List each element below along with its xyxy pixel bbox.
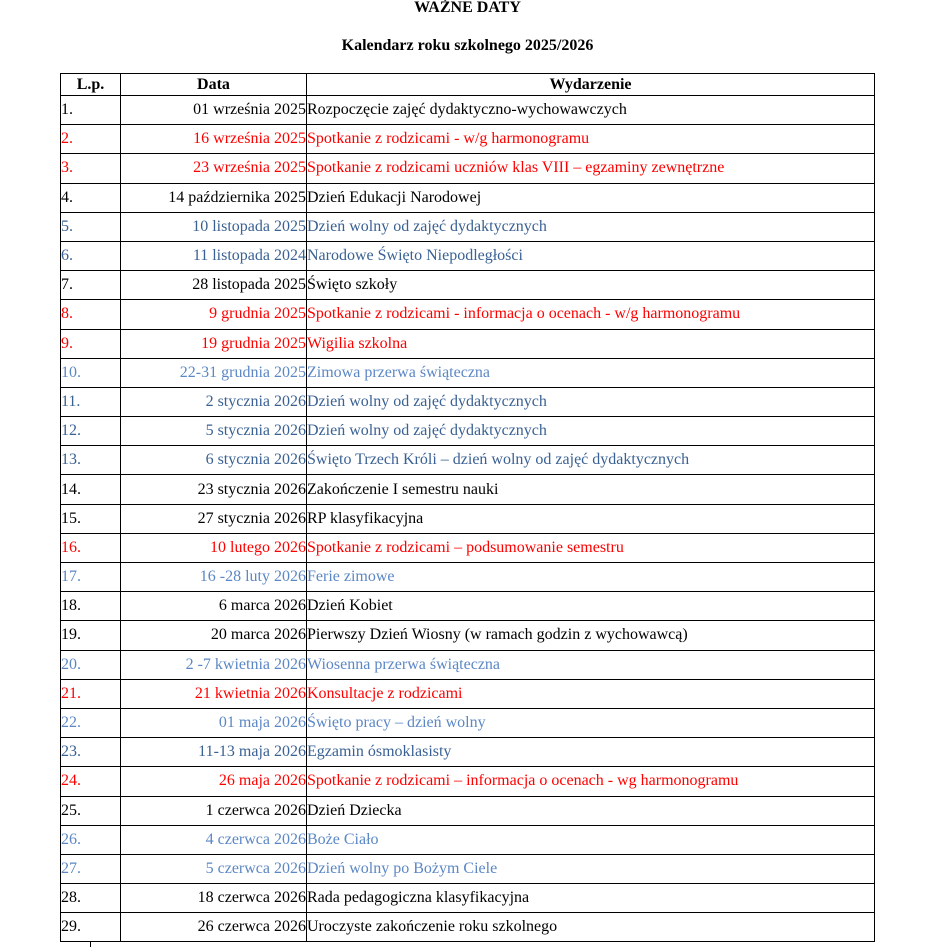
row-date: 22-31 grudnia 2025 [121,358,307,387]
row-number: 11. [61,387,121,416]
row-date: 01 września 2025 [121,96,307,125]
row-number: 20. [61,650,121,679]
row-number: 25. [61,796,121,825]
table-row [61,592,875,621]
table-row [61,329,875,358]
row-event: Dzień wolny od zajęć dydaktycznych [307,212,875,241]
row-event: Dzień Dziecka [307,796,875,825]
row-date: 16 -28 luty 2026 [121,563,307,592]
row-number: 5. [61,212,121,241]
table-row [61,417,875,446]
table-row [61,125,875,154]
table-row [61,183,875,212]
table-row [61,854,875,883]
row-number: 19. [61,621,121,650]
row-date: 14 października 2025 [121,183,307,212]
row-number: 17. [61,563,121,592]
table-row [61,650,875,679]
row-date: 19 grudnia 2025 [121,329,307,358]
row-event: Spotkanie z rodzicami – podsumowanie semestru [307,533,875,562]
row-date: 21 kwietnia 2026 [121,679,307,708]
row-event: Dzień Kobiet [307,592,875,621]
table-row [61,533,875,562]
row-event: Zimowa przerwa świąteczna [307,358,875,387]
row-event: Konsultacje z rodzicami [307,679,875,708]
table-row [61,154,875,183]
row-date: 20 marca 2026 [121,621,307,650]
row-number: 22. [61,708,121,737]
table-row [61,212,875,241]
row-number: 9. [61,329,121,358]
column-header-event: Wydarzenie [307,74,875,96]
row-date: 26 czerwca 2026 [121,913,307,942]
margin-mark [90,942,91,947]
row-event: Dzień wolny od zajęć dydaktycznych [307,387,875,416]
row-event: Rozpoczęcie zajęć dydaktyczno-wychowawczych [307,96,875,125]
table-row [61,796,875,825]
row-event: Boże Ciało [307,825,875,854]
row-date: 23 września 2025 [121,154,307,183]
row-event: Narodowe Święto Niepodległości [307,241,875,270]
table-row [61,271,875,300]
page-title: WAŻNE DATY [414,0,521,16]
row-event: Egzamin ósmoklasisty [307,738,875,767]
table-row [61,708,875,737]
row-event: Wigilia szkolna [307,329,875,358]
row-event: Spotkanie z rodzicami - informacja o ocenach - w/g harmonogramu [307,300,875,329]
row-event: Święto pracy – dzień wolny [307,708,875,737]
table-row [61,358,875,387]
table-row [61,387,875,416]
table-row [61,446,875,475]
row-number: 8. [61,300,121,329]
row-number: 3. [61,154,121,183]
row-date: 6 marca 2026 [121,592,307,621]
row-date: 23 stycznia 2026 [121,475,307,504]
row-event: Uroczyste zakończenie roku szkolnego [307,913,875,942]
table-row [61,563,875,592]
row-date: 16 września 2025 [121,125,307,154]
row-date: 18 czerwca 2026 [121,884,307,913]
calendar-table [60,73,875,942]
table-row [61,767,875,796]
row-date: 10 listopada 2025 [121,212,307,241]
row-number: 18. [61,592,121,621]
column-header-date: Data [121,74,307,96]
table-row [61,738,875,767]
row-event: Dzień Edukacji Narodowej [307,183,875,212]
row-date: 1 czerwca 2026 [121,796,307,825]
table-row [61,679,875,708]
table-row [61,884,875,913]
row-event: Wiosenna przerwa świąteczna [307,650,875,679]
row-date: 10 lutego 2026 [121,533,307,562]
row-event: Pierwszy Dzień Wiosny (w ramach godzin z wychowawcą) [307,621,875,650]
row-number: 15. [61,504,121,533]
table-row [61,913,875,942]
row-number: 23. [61,738,121,767]
row-event: Spotkanie z rodzicami uczniów klas VIII – egzaminy zewnętrzne [307,154,875,183]
row-number: 29. [61,913,121,942]
row-event: Zakończenie I semestru nauki [307,475,875,504]
row-number: 26. [61,825,121,854]
row-number: 12. [61,417,121,446]
row-event: Święto szkoły [307,271,875,300]
row-event: Spotkanie z rodzicami – informacja o ocenach - wg harmonogramu [307,767,875,796]
row-event: Spotkanie z rodzicami - w/g harmonogramu [307,125,875,154]
table-row [61,504,875,533]
row-event: Rada pedagogiczna klasyfikacyjna [307,884,875,913]
row-number: 24. [61,767,121,796]
table-row [61,475,875,504]
table-row [61,96,875,125]
calendar-table-body [61,96,875,942]
row-number: 27. [61,854,121,883]
row-date: 5 stycznia 2026 [121,417,307,446]
row-date: 6 stycznia 2026 [121,446,307,475]
row-date: 01 maja 2026 [121,708,307,737]
row-event: RP klasyfikacyjna [307,504,875,533]
row-date: 9 grudnia 2025 [121,300,307,329]
row-date: 4 czerwca 2026 [121,825,307,854]
column-header-lp: L.p. [61,74,121,96]
table-row [61,621,875,650]
row-number: 6. [61,241,121,270]
row-event: Święto Trzech Króli – dzień wolny od zajęć dydaktycznych [307,446,875,475]
row-date: 11-13 maja 2026 [121,738,307,767]
row-date: 5 czerwca 2026 [121,854,307,883]
row-event: Ferie zimowe [307,563,875,592]
table-row [61,241,875,270]
row-date: 27 stycznia 2026 [121,504,307,533]
row-number: 4. [61,183,121,212]
table-header-row [61,74,875,96]
row-event: Dzień wolny od zajęć dydaktycznych [307,417,875,446]
row-number: 2. [61,125,121,154]
page-subtitle: Kalendarz roku szkolnego 2025/2026 [341,37,594,54]
row-number: 28. [61,884,121,913]
row-date: 2 -7 kwietnia 2026 [121,650,307,679]
row-event: Dzień wolny po Bożym Ciele [307,854,875,883]
row-number: 16. [61,533,121,562]
row-number: 1. [61,96,121,125]
table-row [61,825,875,854]
row-date: 11 listopada 2024 [121,241,307,270]
row-date: 2 stycznia 2026 [121,387,307,416]
row-date: 26 maja 2026 [121,767,307,796]
row-number: 7. [61,271,121,300]
row-number: 21. [61,679,121,708]
row-date: 28 listopada 2025 [121,271,307,300]
row-number: 14. [61,475,121,504]
table-row [61,300,875,329]
row-number: 10. [61,358,121,387]
row-number: 13. [61,446,121,475]
